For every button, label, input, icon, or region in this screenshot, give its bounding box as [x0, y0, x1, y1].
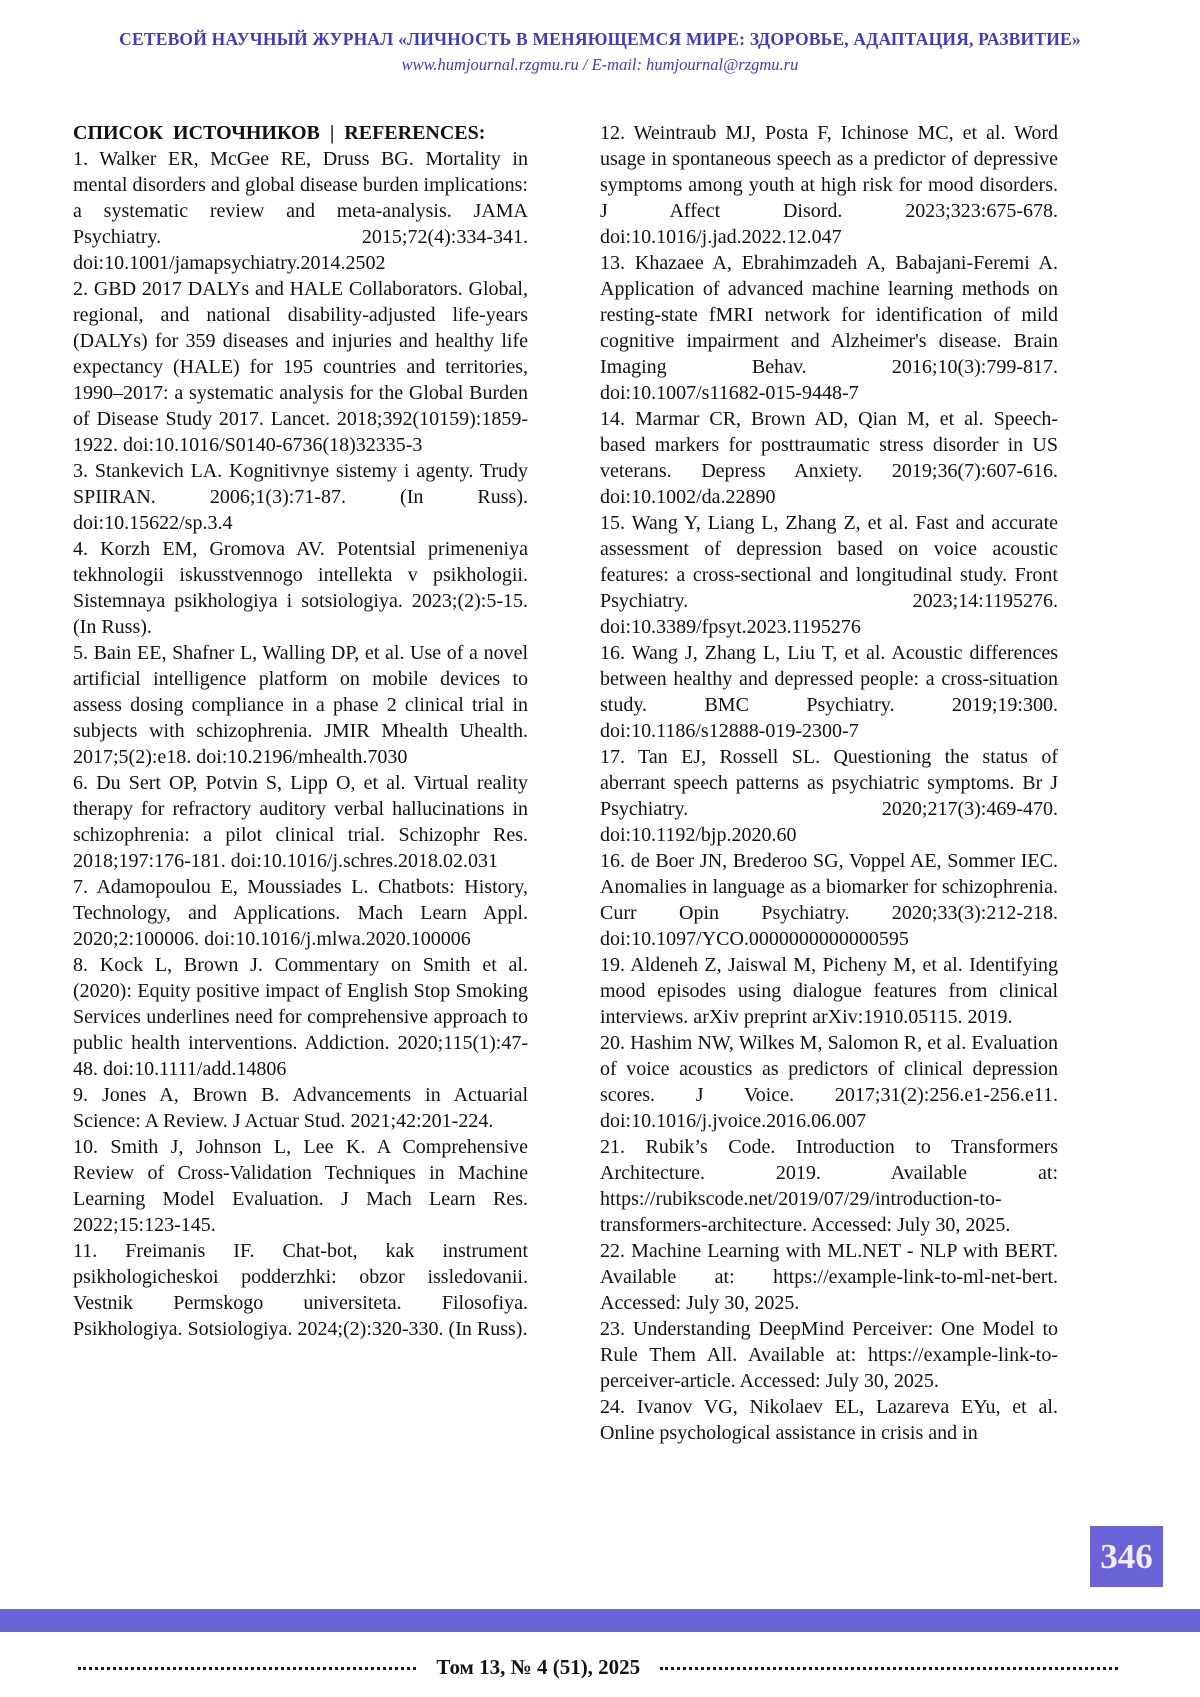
page-header	[0, 27, 1200, 76]
footer-dotted-line-right	[660, 1667, 1118, 1670]
reference-item-22: 22. Machine Learning with ML.NET - NLP with BERT. Available at: https://example-link-to-ml-net-bert. Accessed: July 30, 2025.	[600, 1240, 1058, 1314]
reference-item-17: 17. Tan EJ, Rossell SL. Questioning the status of aberrant speech patterns as psychiatric symptoms. Br J Psychiatry. 2020;217(3):469-470. doi:10.1192/bjp.2020.60	[600, 746, 1058, 846]
reference-item-1: 1. Walker ER, McGee RE, Druss BG. Mortality in mental disorders and global disease burden implications: a systematic review and meta-analysis. JAMA Psychiatry. 2015;72(4):334-341. doi:10.1001/jamapsychiatry.2014.2502	[73, 148, 528, 274]
reference-item-2: 2. GBD 2017 DALYs and HALE Collaborators. Global, regional, and national disability-adjusted life-years (DALYs) for 359 diseases and injuries and healthy life expectancy (HALE) for 195 countries and territories, 1990–2017: a systematic analysis for the Global Burden of Disease Study 2017. Lancet. 2018;392(10159):1859-1922. doi:10.1016/S0140-6736(18)32335-3	[73, 278, 528, 456]
footer-accent-bar	[0, 1609, 1200, 1632]
reference-item-13: 13. Khazaee A, Ebrahimzadeh A, Babajani-Feremi A. Application of advanced machine learning methods on resting-state fMRI network for identification of mild cognitive impairment and Alzheimer's disease. Brain Imaging Behav. 2016;10(3):799-817. doi:10.1007/s11682-015-9448-7	[600, 252, 1058, 404]
reference-item-20: 20. Hashim NW, Wilkes M, Salomon R, et al. Evaluation of voice acoustics as predictors of clinical depression scores. J Voice. 2017;31(2):256.e1-256.e11. doi:10.1016/j.jvoice.2016.06.007	[600, 1032, 1058, 1132]
reference-item-9: 9. Jones A, Brown B. Advancements in Actuarial Science: A Review. J Actuar Stud. 2021;42:201-224.	[73, 1084, 528, 1132]
reference-item-7: 7. Adamopoulou E, Moussiades L. Chatbots: History, Technology, and Applications. Mach Learn Appl. 2020;2:100006. doi:10.1016/j.mlwa.2020.100006	[73, 876, 528, 950]
reference-item-18: 16. de Boer JN, Brederoo SG, Voppel AE, Sommer IEC. Anomalies in language as a biomarker for schizophrenia. Curr Opin Psychiatry. 2020;33(3):212-218. doi:10.1097/YCO.0000000000000595	[600, 850, 1058, 950]
reference-item-6: 6. Du Sert OP, Potvin S, Lipp O, et al. Virtual reality therapy for refractory auditory verbal hallucinations in schizophrenia: a pilot clinical trial. Schizophr Res. 2018;197:176-181. doi:10.1016/j.schres.2018.02.031	[73, 772, 528, 872]
reference-item-12: 12. Weintraub MJ, Posta F, Ichinose MC, et al. Word usage in spontaneous speech as a predictor of depressive symptoms among youth at high risk for mood disorders. J Affect Disord. 2023;323:675-678. doi:10.1016/j.jad.2022.12.047	[600, 122, 1058, 248]
references-column-right	[600, 120, 1058, 1446]
page-footer	[78, 1655, 1118, 1680]
reference-item-16: 16. Wang J, Zhang L, Liu T, et al. Acoustic differences between healthy and depressed people: a cross-situation study. BMC Psychiatry. 2019;19:300. doi:10.1186/s12888-019-2300-7	[600, 642, 1058, 742]
footer-dotted-line-left	[78, 1667, 416, 1670]
reference-item-3: 3. Stankevich LA. Kognitivnye sistemy i agenty. Trudy SPIIRAN. 2006;1(3):71-87. (In Russ). doi:10.15622/sp.3.4	[73, 460, 528, 534]
references-column-left	[73, 120, 528, 1446]
reference-item-10: 10. Smith J, Johnson L, Lee K. A Comprehensive Review of Cross-Validation Techniques in Machine Learning Model Evaluation. J Mach Learn Res. 2022;15:123-145.	[73, 1136, 528, 1236]
reference-item-24: 24. Ivanov VG, Nikolaev EL, Lazareva EYu, et al. Online psychological assistance in crisis and in	[600, 1396, 1058, 1444]
reference-item-8: 8. Kock L, Brown J. Commentary on Smith et al. (2020): Equity positive impact of English Stop Smoking Services underlines need for comprehensive approach to public health interventions. Addiction. 2020;115(1):47-48. doi:10.1111/add.14806	[73, 954, 528, 1080]
reference-item-5: 5. Bain EE, Shafner L, Walling DP, et al. Use of a novel artificial intelligence platform on mobile devices to assess dosing compliance in a phase 2 clinical trial in subjects with schizophrenia. JMIR Mhealth Uhealth. 2017;5(2):e18. doi:10.2196/mhealth.7030	[73, 642, 528, 768]
journal-contact-line: www.humjournal.rzgmu.ru / E-mail: humjournal@rzgmu.ru	[401, 55, 799, 74]
reference-item-4: 4. Korzh EM, Gromova AV. Potentsial primeneniya tekhnologii iskusstvennogo intellekta v psikhologii. Sistemnaya psikhologiya i sotsiologiya. 2023;(2):5-15. (In Russ).	[73, 538, 528, 638]
reference-item-14: 14. Marmar CR, Brown AD, Qian M, et al. Speech-based markers for posttraumatic stress disorder in US veterans. Depress Anxiety. 2019;36(7):607-616. doi:10.1002/da.22890	[600, 408, 1058, 508]
reference-item-11: 11. Freimanis IF. Chat-bot, kak instrument psikhologicheskoi podderzhki: obzor issledovanii. Vestnik Permskogo universiteta. Filosofiya. Psikhologiya. Sotsiologiya. 2024;(2):320-330. (In Russ).	[73, 1240, 528, 1340]
reference-item-15: 15. Wang Y, Liang L, Zhang Z, et al. Fast and accurate assessment of depression based on voice acoustic features: a cross-sectional and longitudinal study. Front Psychiatry. 2023;14:1195276. doi:10.3389/fpsyt.2023.1195276	[600, 512, 1058, 638]
reference-item-23: 23. Understanding DeepMind Perceiver: One Model to Rule Them All. Available at: https://example-link-to-perceiver-article. Accessed: July 30, 2025.	[600, 1318, 1058, 1392]
references-section	[73, 120, 1058, 1446]
reference-item-19: 19. Aldeneh Z, Jaiswal M, Picheny M, et al. Identifying mood episodes using dialogue features from clinical interviews. arXiv preprint arXiv:1910.05115. 2019.	[600, 954, 1058, 1028]
journal-title: СЕТЕВОЙ НАУЧНЫЙ ЖУРНАЛ «ЛИЧНОСТЬ В МЕНЯЮЩЕМСЯ МИРЕ: ЗДОРОВЬЕ, АДАПТАЦИЯ, РАЗВИТИЕ»	[119, 29, 1081, 49]
volume-issue-label: Том 13, № 4 (51), 2025	[436, 1655, 641, 1679]
page-number-badge: 346	[1090, 1526, 1163, 1587]
reference-item-21: 21. Rubik’s Code. Introduction to Transformers Architecture. 2019. Available at: https://rubikscode.net/2019/07/29/introduction-to-transformers-architecture. Accessed: July 30, 2025.	[600, 1136, 1058, 1236]
references-heading: СПИСОК ИСТОЧНИКОВ | REFERENCES:	[73, 122, 486, 144]
